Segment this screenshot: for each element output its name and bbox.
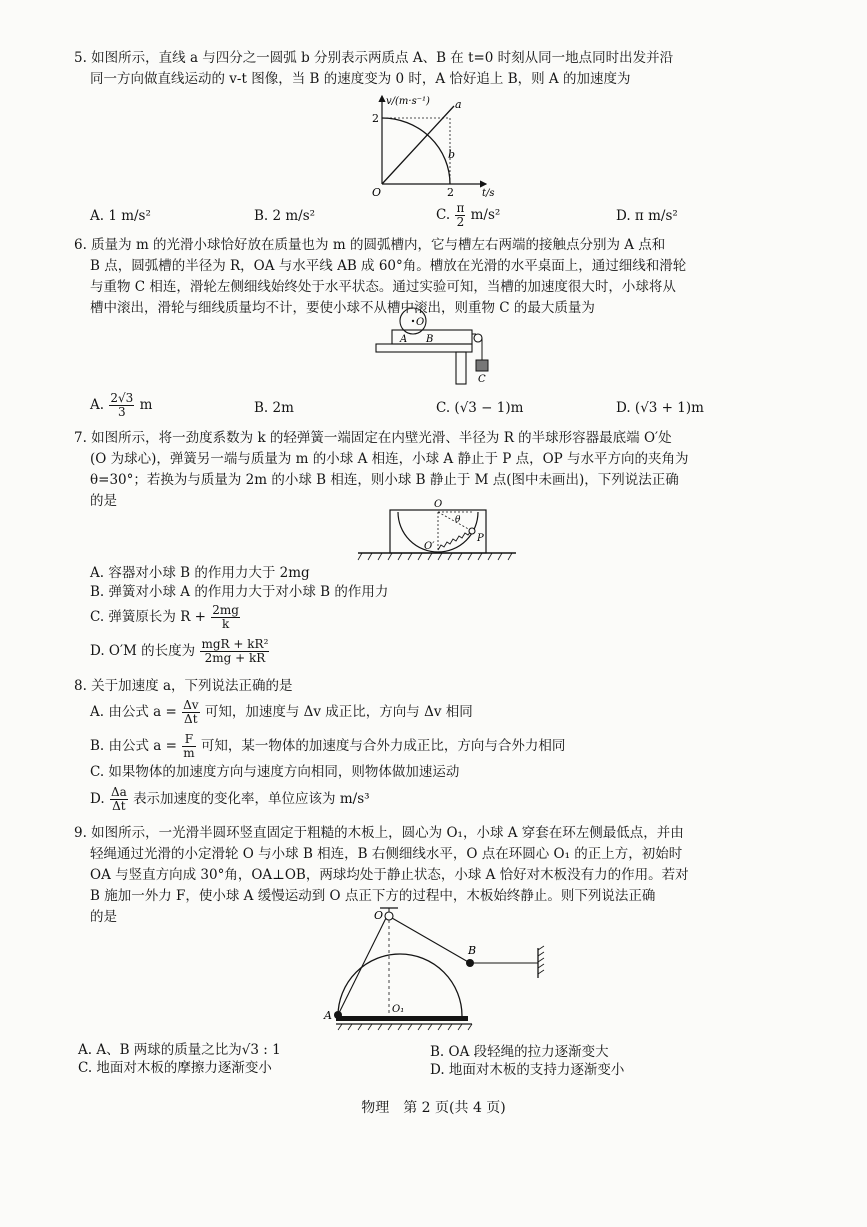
q6-option-d: D. (√3 + 1)m — [616, 400, 704, 416]
q9-label-o: O — [374, 909, 384, 922]
q5-option-c: C. $\frac{\pi}{2}$ m/s² — [436, 201, 501, 229]
q6-option-b: B. 2m — [254, 400, 294, 416]
q5-ytick: 2 — [372, 112, 379, 125]
q7-hemisphere-figure — [356, 494, 518, 566]
q6-table-leg — [456, 352, 466, 384]
q7-label-p: P — [477, 533, 484, 544]
q5-label-b: b — [448, 148, 456, 161]
q5-ylabel: v/(m·s⁻¹) — [386, 96, 430, 107]
q6-stem-line1: 6. 质量为 m 的光滑小球恰好放在质量也为 m 的圆弧槽内，它与槽左右两端的接触点分别为 A 点和 — [74, 237, 666, 253]
q9-stem-line2: 轻绳通过光滑的小定滑轮 O 与小球 B 相连，B 右侧细线水平，O 点在环圆心 O₁ 的正上方，初始时 — [90, 846, 683, 862]
q5-option-a: A. 1 m/s² — [90, 208, 151, 224]
q7-label-oprime: O′ — [424, 541, 435, 552]
q6-stem-line4: 槽中滚出，滑轮与细线质量均不计，要使小球不从槽中滚出，则重物 C 的最大质量为 — [90, 300, 595, 316]
page-footer: 物理 第 2 页(共 4 页) — [361, 1100, 506, 1116]
q8-option-d: D. $\frac{\Delta a}{\Delta t}$ 表示加速度的变化率，单位应该为 m/s³ — [90, 785, 370, 813]
q9-option-a: A. A、B 两球的质量之比为√3 : 1 — [78, 1042, 281, 1058]
q8-option-a: A. 由公式 a = $\frac{\Delta v}{\Delta t}$ 可知，加速度与 Δv 成正比，方向与 Δv 相同 — [90, 698, 473, 726]
q8-stem: 8. 关于加速度 a，下列说法正确的是 — [74, 678, 293, 694]
q5-origin: O — [372, 186, 382, 199]
q6-groove-figure — [372, 304, 498, 388]
q6-table-top — [376, 344, 472, 352]
q9-stem-line3: OA 与竖直方向成 30°角，OA⊥OB，两球均处于静止状态，小球 A 恰好对木板没有力的作用。若对 — [90, 867, 689, 883]
q9-ball-b — [466, 959, 474, 967]
q5-option-d: D. π m/s² — [616, 208, 678, 224]
q9-rope-ob — [392, 918, 470, 963]
q9-label-a: A — [324, 1009, 332, 1022]
q9-rope-oa — [338, 918, 386, 1015]
q6-pulley — [474, 334, 482, 342]
q7-stem-line4: 的是 — [90, 493, 117, 509]
q7-stem-line2: (O 为球心)，弹簧另一端与质量为 m 的小球 A 相连，小球 A 静止于 P 点，OP 与水平方向的夹角为 — [90, 451, 689, 467]
q6-label-a: A — [400, 334, 408, 345]
q6-option-c: C. (√3 − 1)m — [436, 400, 524, 416]
q9-board — [336, 1016, 468, 1021]
q9-option-b: B. OA 段轻绳的拉力逐渐变大 — [430, 1044, 609, 1060]
q9-ball-a — [334, 1011, 342, 1019]
q6-option-a: A. $\frac{2√3}{3}$ m — [90, 391, 153, 419]
q7-option-a: A. 容器对小球 B 的作用力大于 2mg — [90, 565, 310, 581]
q6-label-c: C — [478, 374, 486, 385]
q5-xtick: 2 — [447, 186, 454, 199]
q9-stem-line5: 的是 — [90, 909, 117, 925]
q6-label-b: B — [426, 334, 434, 345]
q7-option-b: B. 弹簧对小球 A 的作用力大于对小球 B 的作用力 — [90, 584, 389, 600]
q8-option-c: C. 如果物体的加速度方向与速度方向相同，则物体做加速运动 — [90, 764, 460, 780]
q7-ball-a — [469, 528, 475, 534]
q7-label-theta: θ — [455, 515, 461, 525]
q5-vt-graph — [360, 92, 500, 204]
q6-label-o: O — [416, 317, 425, 328]
q6-stem-line3: 与重物 C 相连，滑轮左侧细线始终处于水平状态。通过实验可知，当槽的加速度很大时，小球将从 — [90, 279, 676, 295]
q6-stem-line2: B 点，圆弧槽的半径为 R，OA 与水平线 AB 成 60°角。槽放在光滑的水平桌面上，通过细线和滑轮 — [90, 258, 687, 274]
q7-label-o: O — [434, 499, 443, 510]
q9-stem-line4: B 施加一外力 F，使小球 A 缓慢运动到 O 点正下方的过程中，木板始终静止。则下列说法正确 — [90, 888, 656, 904]
q6-weight-c — [476, 360, 488, 371]
q5-xlabel: t/s — [482, 188, 495, 199]
q7-option-c: C. 弹簧原长为 R + $\frac{2mg}{k}$ — [90, 603, 239, 631]
q7-stem-line1: 7. 如图所示，将一劲度系数为 k 的轻弹簧一端固定在内壁光滑、半径为 R 的半球形容器最底端 O′处 — [74, 430, 672, 446]
q7-stem-line3: θ=30°；若换为与质量为 2m 的小球 B 相连，则小球 B 静止于 M 点(图中未画出)，下列说法正确 — [90, 472, 679, 488]
q9-label-o1: O₁ — [392, 1004, 405, 1015]
q9-option-c: C. 地面对木板的摩擦力逐渐变小 — [78, 1060, 272, 1076]
q5-option-b: B. 2 m/s² — [254, 208, 316, 224]
q5-stem-line1: 5. 如图所示，直线 a 与四分之一圆弧 b 分别表示两质点 A、B 在 t=0 时刻从同一地点同时出发并沿 — [74, 50, 674, 66]
q7-option-d: D. O′M 的长度为 $\frac{\text{mgR + kR²}}{2mg + kR}$ — [90, 637, 269, 665]
q5-label-a: a — [455, 98, 462, 111]
q9-label-b: B — [468, 944, 477, 957]
q5-stem-line2: 同一方向做直线运动的 v-t 图像，当 B 的速度变为 0 时，A 恰好追上 B，则 A 的加速度为 — [90, 71, 631, 87]
q9-stem-line1: 9. 如图所示，一光滑半圆环竖直固定于粗糙的木板上，圆心为 O₁，小球 A 穿套在环左侧最低点，并由 — [74, 825, 684, 841]
q9-option-d: D. 地面对木板的支持力逐渐变小 — [430, 1062, 625, 1078]
q9-ring-figure — [316, 904, 562, 1036]
q8-option-b: B. 由公式 a = $\frac{F}{m}$ 可知，某一物体的加速度与合外力成正比，方向与合外力相同 — [90, 732, 566, 760]
q5-arc-b — [382, 118, 450, 184]
